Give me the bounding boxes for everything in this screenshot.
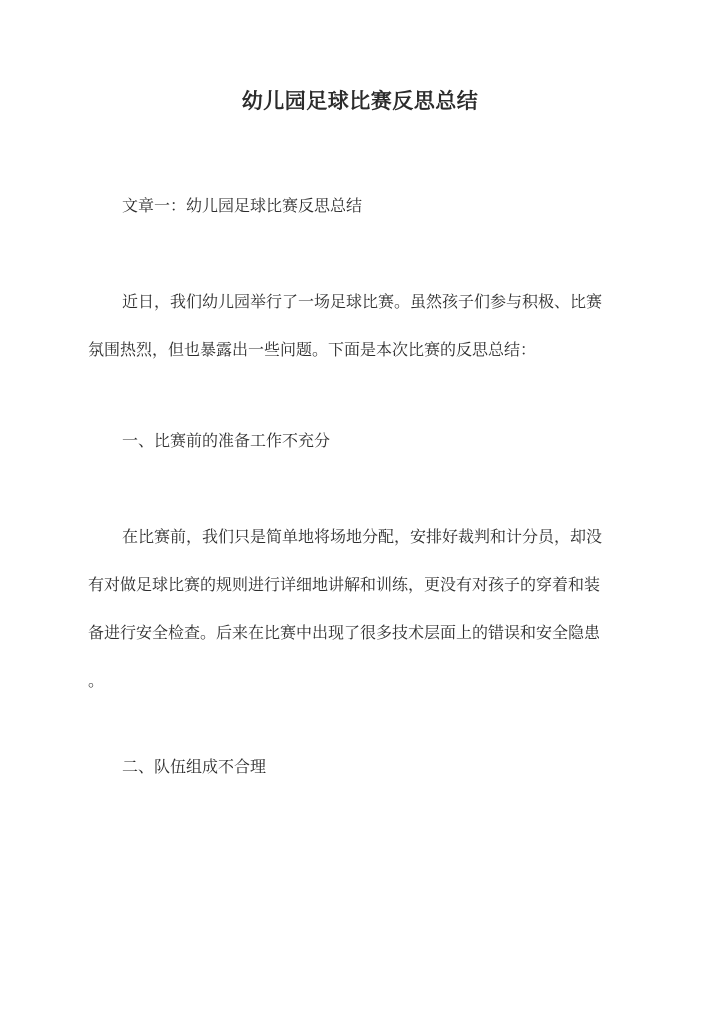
paragraph-line: 。 xyxy=(88,671,105,690)
document-title: 幼儿园足球比赛反思总结 xyxy=(241,88,479,113)
article-subtitle: 文章一：幼儿园足球比赛反思总结 xyxy=(122,196,363,215)
paragraph-line: 备进行安全检查。后来在比赛中出现了很多技术层面上的错误和安全隐患 xyxy=(88,623,601,642)
paragraph-preparation xyxy=(88,513,636,705)
section-heading-2: 二、队伍组成不合理 xyxy=(122,757,267,776)
paragraph-line: 在比赛前，我们只是简单地将场地分配，安排好裁判和计分员，却没 xyxy=(122,527,603,546)
paragraph-intro xyxy=(88,278,636,374)
paragraph-line: 有对做足球比赛的规则进行详细地讲解和训练，更没有对孩子的穿着和装 xyxy=(88,575,601,594)
paragraph-line: 近日，我们幼儿园举行了一场足球比赛。虽然孩子们参与积极、比赛 xyxy=(122,292,603,311)
section-heading-1: 一、比赛前的准备工作不充分 xyxy=(122,431,331,450)
paragraph-line: 氛围热烈，但也暴露出一些问题。下面是本次比赛的反思总结： xyxy=(88,340,537,359)
